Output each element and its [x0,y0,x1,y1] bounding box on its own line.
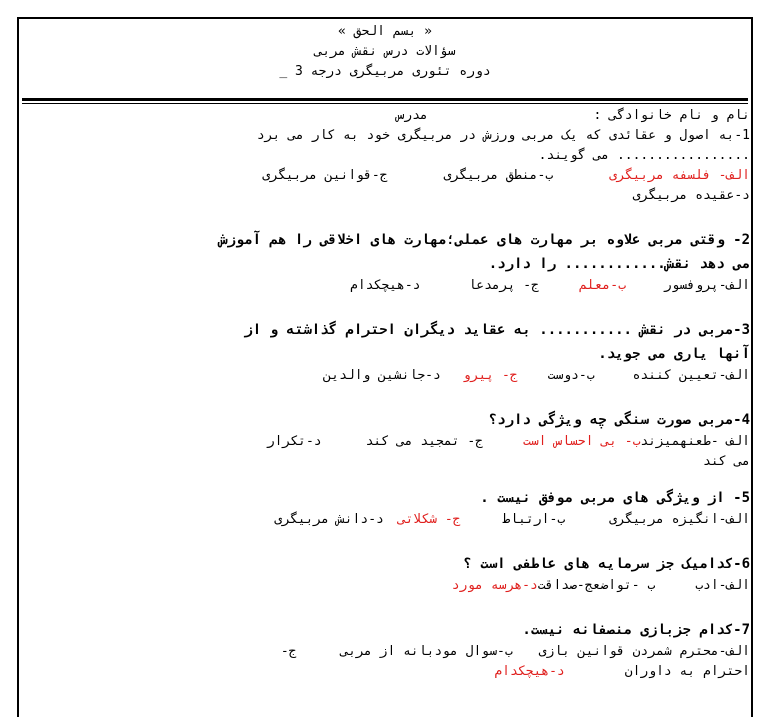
option-c: ج- پرمدعا [468,278,539,293]
student-info-row [32,106,750,126]
option-d: د-هیچکدام [494,664,565,679]
option-d: د-تکرار [266,434,322,449]
question-2-options [32,276,750,296]
question-1 [32,126,750,206]
question-6-text: 6-کدامیک جز سرمایه های عاطفی است ؟ [463,556,750,572]
question-3-text: 3-مربی در نقش ........... به عقاید دیگران احترام گذاشته و از [244,322,750,338]
name-label: نام و نام خانوادگی : [593,108,750,123]
question-5-text: 5- از ویژگی های مربی موفق نیست . [480,490,750,506]
option-c: ج- پیرو [462,368,518,383]
question-3 [32,318,750,386]
question-1-options-cont [32,186,750,206]
header-divider-thin [22,103,748,104]
teacher-label: مدرس [396,108,428,123]
question-list [32,106,750,682]
header-line-3: دوره تئوری مربیگری درجه 3 _ [279,64,491,79]
option-d: د-هیچکدام [350,278,421,293]
option-c: ج-قوانین مربیگری [262,168,388,183]
option-b: ب-ارتباط [502,512,566,527]
option-c: ج- شکلاتی [397,512,461,527]
question-4-text: 4-مربی صورت سنگی چه ویژگی دارد؟ [488,412,750,428]
question-7-options [32,642,750,662]
question-2-text: 2- وقتی مربی علاوه بر مهارت های عملی؛مهارت های اخلاقی را هم آموزش [218,232,750,248]
question-2-text-cont: می دهد نقش............ را دارد. [488,256,750,272]
document-header [17,22,753,82]
header-line-1: « بسم الحق » [338,24,432,39]
option-a: الف- فلسفه مربیگری [609,168,750,183]
option-a: الف-محترم شمردن قوانین بازی [538,644,750,659]
option-d: د-جانشین والدین [323,368,441,383]
option-b-c: ب -تواضعج-صداقت [537,578,656,593]
option-a-b [523,432,750,452]
option-c: ج- تمجید می کند [365,434,484,449]
header-line-2: سؤالات درس نقش مربی [314,44,456,59]
question-2 [32,228,750,296]
question-6-options [32,576,750,596]
option-a: الف-پروفسور [663,278,750,293]
option-d: د-دانش مربیگری [274,512,384,527]
question-3-text-cont: آنها یاری می جوید. [598,346,750,362]
option-b: ب-دوست [547,368,595,383]
option-d: د-هرسه مورد [451,578,538,593]
question-7 [32,618,750,682]
option-a-label: الف -طعنهمیزند [640,434,750,449]
option-c: ج- [280,644,297,659]
option-a: الف-انگیزه مربیگری [609,512,750,527]
option-a: الف-ادب [695,578,750,593]
option-c-cont: احترام به داوران [624,664,750,679]
question-6 [32,552,750,596]
question-3-options [32,366,750,386]
question-7-text: 7-کدام جزبازی منصفانه نیست. [522,622,750,638]
question-1-text: 1-به اصول و عقائدی که یک مربی ورزش در مربیگری خود به کار می برد [256,128,750,143]
option-a: الف-تعیین کننده [632,368,750,383]
question-5 [32,486,750,530]
question-1-options [32,166,750,186]
option-b: ب- بی احساس است [523,434,641,449]
header-divider-thick [22,98,748,101]
option-d: د-عقیده مربیگری [632,188,750,203]
question-5-options [32,510,750,530]
question-4-options-cont: می کند [703,454,750,469]
option-b: ب-منطق مربیگری [443,168,554,183]
question-4-options [32,432,750,452]
option-b: ب-معلم [578,278,626,293]
question-1-text-cont: ................. می گویند. [538,148,750,163]
option-b: ب-سوال مودبانه از مربی [340,644,513,659]
question-7-options-cont [32,662,750,682]
question-4 [32,408,750,472]
